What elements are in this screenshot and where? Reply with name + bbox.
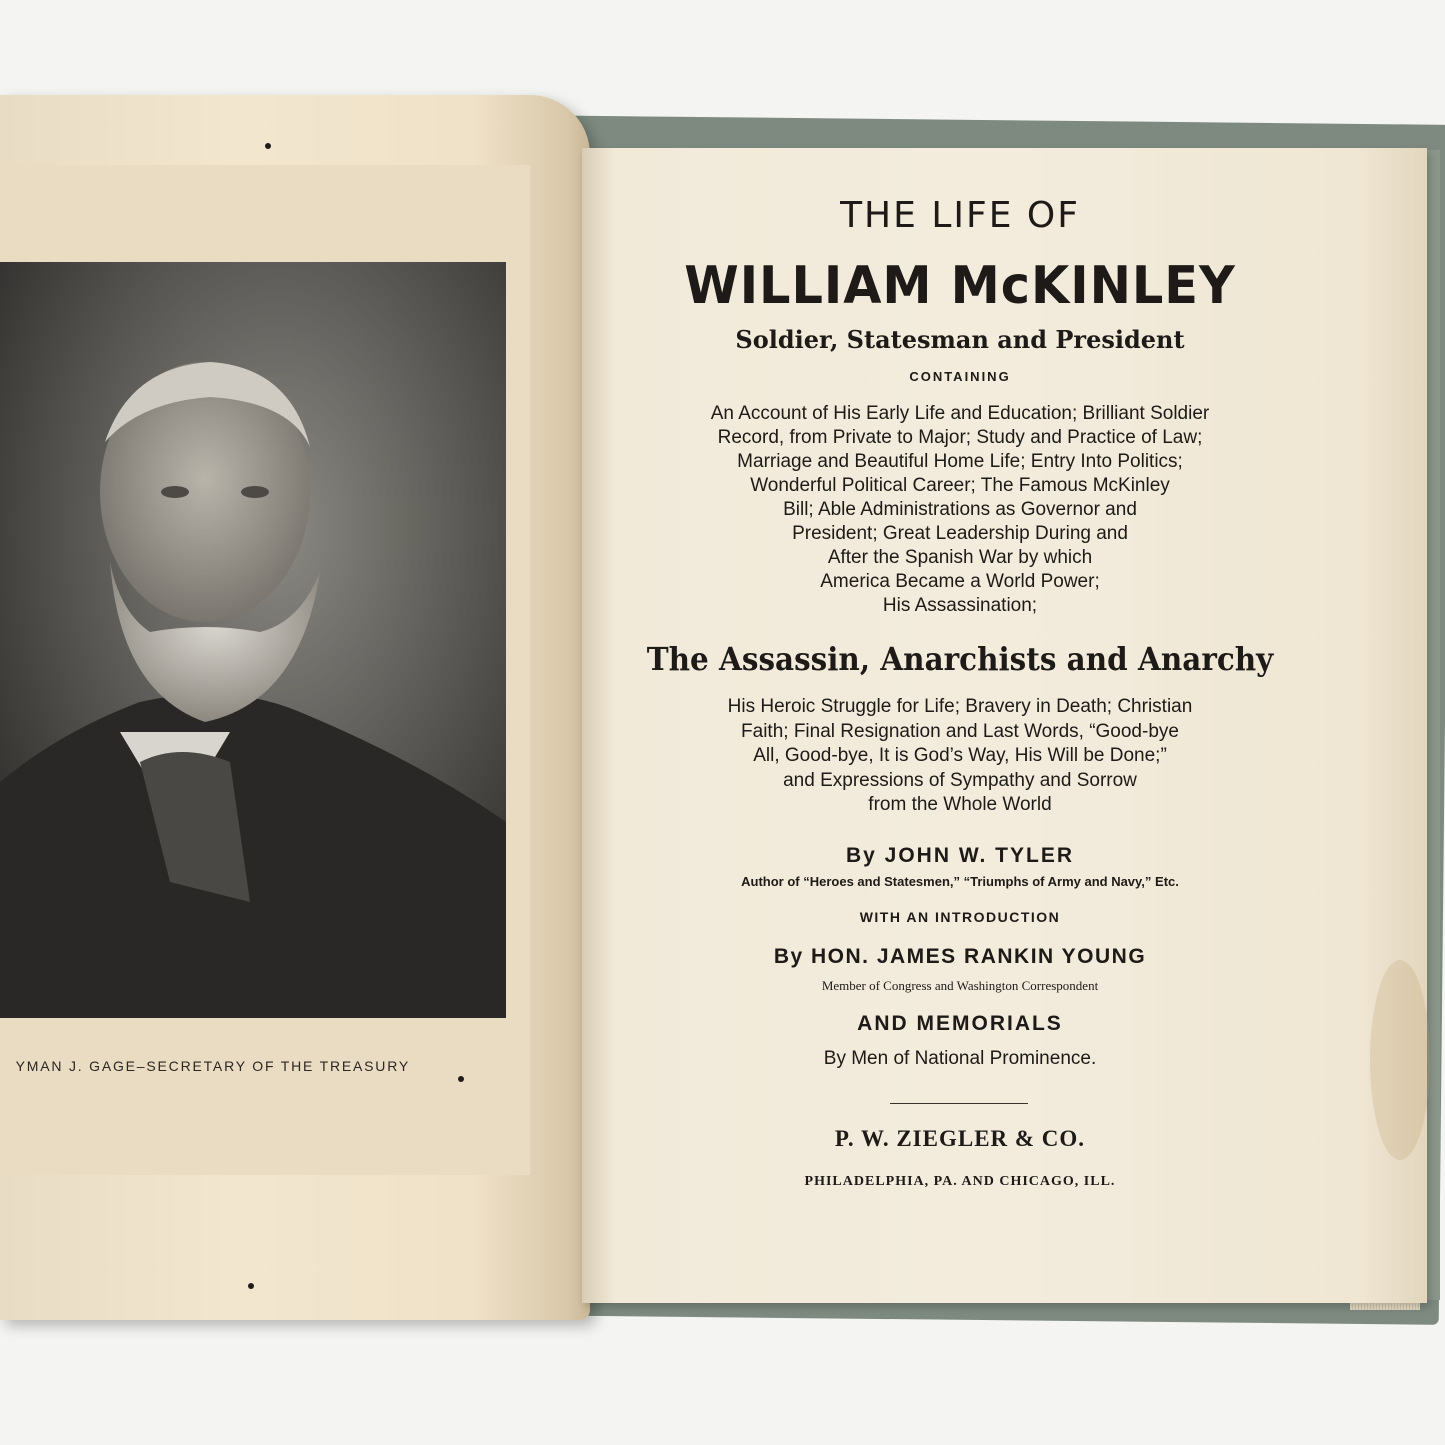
text-line: His Heroic Struggle for Life; Bravery in Death; Christian <box>727 696 1193 717</box>
text-line: Faith; Final Resignation and Last Words, “Good-bye <box>741 720 1179 742</box>
memorials-note: By Men of National Prominence. <box>823 1048 1097 1069</box>
page-stain <box>1370 960 1430 1160</box>
struggle-paragraph <box>600 695 1320 818</box>
text-line: and Expressions of Sympathy and Sorrow <box>783 769 1137 791</box>
section-heading: The Assassin, Anarchists and Anarchy <box>646 640 1274 678</box>
text-line: President; Great Leadership During and <box>792 523 1128 544</box>
text-line: Marriage and Beautiful Home Life; Entry Into Politics; <box>737 451 1183 472</box>
page-speck <box>458 1076 464 1082</box>
author-line: By JOHN W. TYLER <box>845 844 1075 867</box>
portrait-photo <box>0 262 506 1018</box>
photo-caption: YMAN J. GAGE–SECRETARY OF THE TREASURY <box>15 1058 410 1074</box>
author-note: Author of “Heroes and Statesmen,” “Triumphs of Army and Navy,” Etc. <box>741 874 1179 889</box>
introducer-line: By HON. JAMES RANKIN YOUNG <box>773 945 1147 968</box>
page-speck <box>248 1283 254 1289</box>
publisher-city: PHILADELPHIA, PA. AND CHICAGO, ILL. <box>804 1174 1116 1189</box>
text-line: Bill; Able Administrations as Governor and <box>783 499 1137 520</box>
text-line: All, Good-bye, It is God’s Way, His Will be Done;” <box>753 745 1167 766</box>
text-line: Record, from Private to Major; Study and Practice of Law; <box>717 427 1203 448</box>
subtitle: Soldier, Statesman and President <box>735 325 1185 354</box>
containing-label: CONTAINING <box>909 369 1011 384</box>
contents-paragraph <box>600 402 1320 618</box>
text-line: An Account of His Early Life and Education; Brilliant Soldier <box>710 403 1210 424</box>
text-line: After the Spanish War by which <box>827 547 1093 568</box>
text-line: Wonderful Political Career; The Famous McKinley <box>750 475 1170 496</box>
introducer-note: Member of Congress and Washington Correspondent <box>821 978 1099 993</box>
text-line: America Became a World Power; <box>820 571 1100 592</box>
text-line: His Assassination; <box>882 595 1038 616</box>
divider-rule <box>890 1103 1028 1104</box>
page-speck <box>265 143 271 149</box>
memorials-label: AND MEMORIALS <box>857 1012 1063 1035</box>
portrait-illustration <box>0 262 506 1018</box>
publisher-name: P. W. ZIEGLER & CO. <box>834 1126 1086 1151</box>
title-line-big: WILLIAM McKINLEY <box>684 256 1236 316</box>
introduction-label: WITH AN INTRODUCTION <box>859 909 1061 925</box>
title-line-small: THE LIFE OF <box>840 195 1080 236</box>
text-line: from the Whole World <box>868 794 1052 815</box>
